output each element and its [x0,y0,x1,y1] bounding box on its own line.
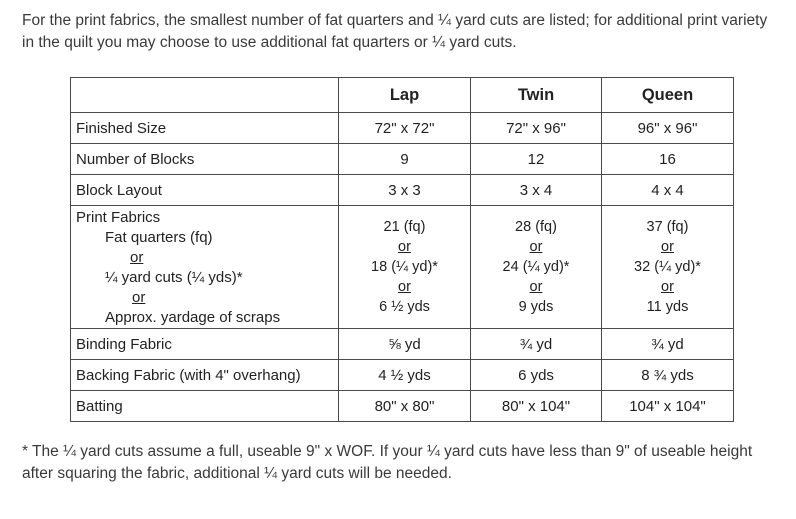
footnote-text: * The ¼ yard cuts assume a full, useable 9" x WOF. If your ¼ yard cuts have less than 9" of useable height after squaring the fabric, additional ¼ yard cuts will be needed. [22,443,753,482]
or-label: or [398,279,411,295]
twin-fq: 28 (fq) [515,219,557,235]
row-label: Number of Blocks [71,144,339,175]
lap-fq: 21 (fq) [383,219,426,235]
lap-yards: 6 ½ yds [379,299,430,315]
twin-value: 80" x 104" [471,391,602,422]
scraps-label: Approx. yardage of scraps [105,309,281,326]
or-label: or [130,249,144,266]
lap-value: 3 x 3 [339,175,471,206]
row-label: Finished Size [71,113,339,144]
table-row-backing-fabric [71,360,734,391]
print-fabrics-label: Print Fabrics [76,209,161,226]
row-label: Block Layout [71,175,339,206]
queen-fq: 37 (fq) [646,219,689,235]
or-label: or [132,289,146,306]
header-blank [71,78,339,113]
twin-cuts: 24 (¼ yd)* [502,259,570,275]
lap-value: 4 ½ yds [339,360,471,391]
twin-value: 6 yds [471,360,602,391]
quarter-yard-label: ¼ yard cuts (¼ yds)* [105,269,243,286]
header-row [71,78,734,113]
lap-print-values [339,206,471,329]
row-label: Backing Fabric (with 4" overhang) [71,360,339,391]
queen-value: ¾ yd [602,329,734,360]
twin-value: 12 [471,144,602,175]
intro-text: For the print fabrics, the smallest number of fat quarters and ¼ yard cuts are listed; for additional print variety in the quilt you may choose to use additional fat quarters or ¼ yard cuts. [22,12,768,51]
header-twin: Twin [471,78,602,113]
table-row-finished-size [71,113,734,144]
queen-yards: 11 yds [646,299,689,315]
table-row-batting [71,391,734,422]
twin-print-values [471,206,602,329]
queen-cuts: 32 (¼ yd)* [634,259,701,275]
twin-value: 72" x 96" [471,113,602,144]
lap-value: 72" x 72" [339,113,471,144]
or-label: or [661,239,674,255]
or-label: or [661,279,674,295]
lap-value: ⅝ yd [339,329,471,360]
table-row-binding-fabric [71,329,734,360]
header-queen: Queen [602,78,734,113]
queen-value: 4 x 4 [602,175,734,206]
row-label: Batting [71,391,339,422]
or-label: or [398,239,411,255]
fat-quarters-label: Fat quarters (fq) [105,229,213,246]
table-row-number-of-blocks [71,144,734,175]
queen-value: 8 ¾ yds [602,360,734,391]
lap-value: 9 [339,144,471,175]
queen-value: 104" x 104" [602,391,734,422]
queen-value: 96" x 96" [602,113,734,144]
table-row-print-fabrics [71,206,734,329]
print-fabrics-label-cell [71,206,339,329]
lap-value: 80" x 80" [339,391,471,422]
header-lap: Lap [339,78,471,113]
fabric-requirements-table [70,77,734,422]
twin-value: 3 x 4 [471,175,602,206]
or-label: or [529,279,543,295]
twin-yards: 9 yds [518,299,554,315]
twin-value: ¾ yd [471,329,602,360]
row-label: Binding Fabric [71,329,339,360]
queen-print-values [602,206,734,329]
lap-cuts: 18 (¼ yd)* [371,259,438,275]
or-label: or [529,239,543,255]
queen-value: 16 [602,144,734,175]
table-row-block-layout [71,175,734,206]
